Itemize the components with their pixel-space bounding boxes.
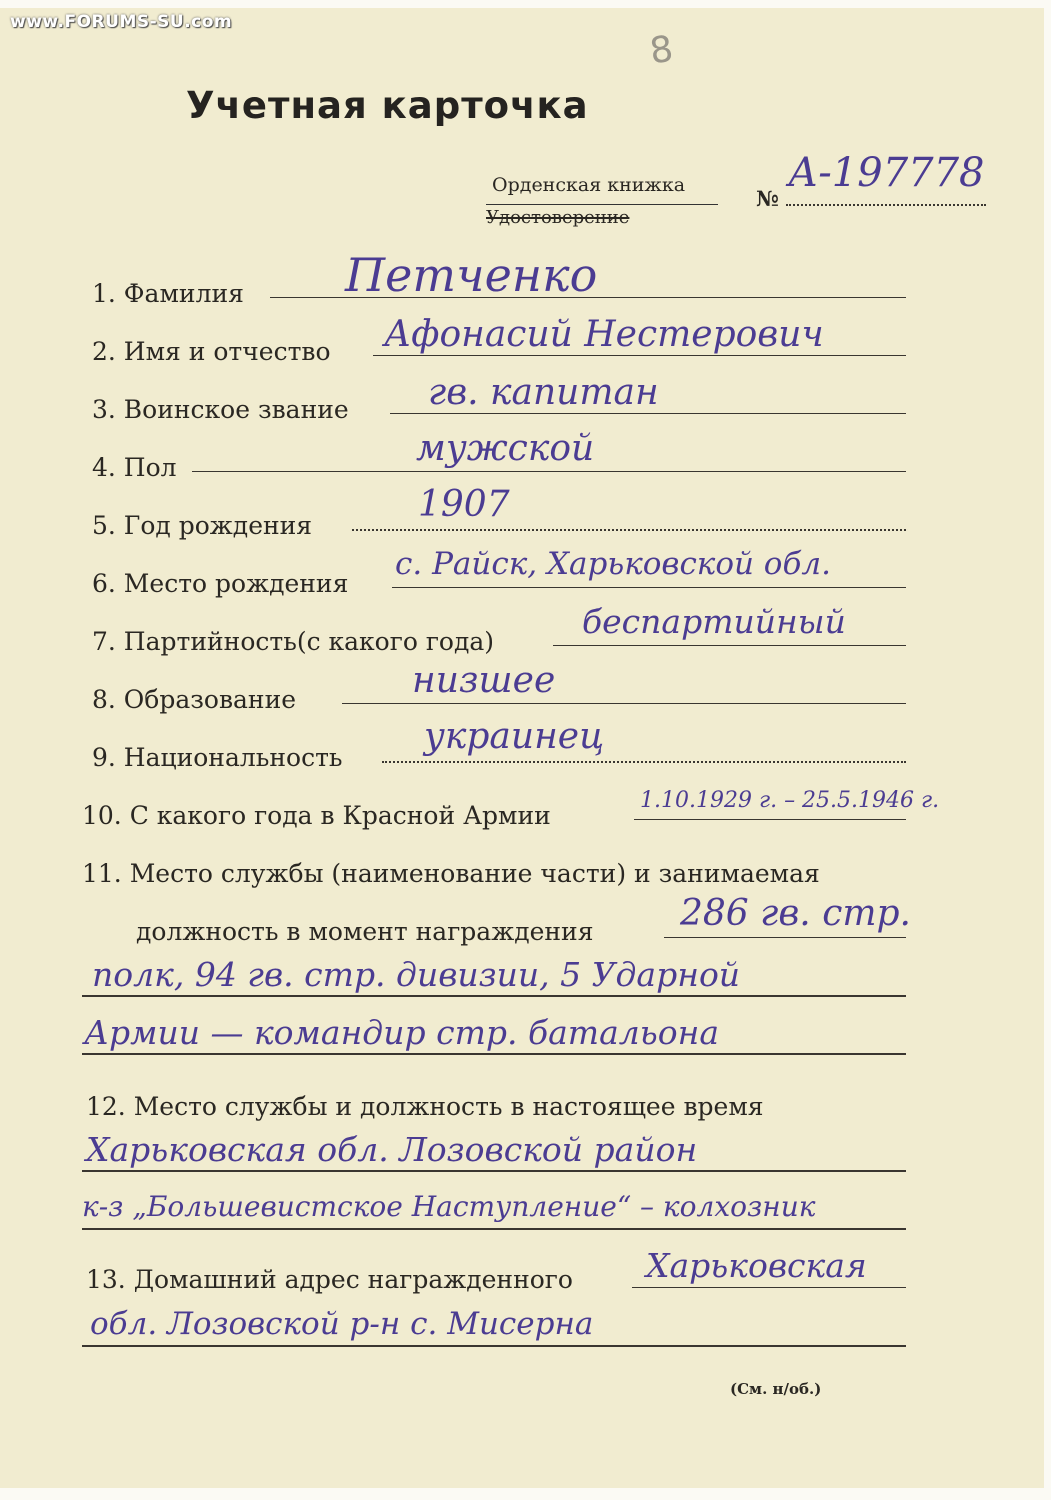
document-type-underline (486, 204, 718, 205)
field-birth-year-label: 5. Год рождения (92, 511, 313, 540)
field-service-place-value-2: полк, 94 гв. стр. дивизии, 5 Ударной (92, 955, 741, 994)
field-sex-label: 4. Пол (92, 453, 177, 482)
field-birth-year-line (352, 529, 906, 531)
page-title: Учетная карточка (186, 84, 589, 127)
field-rank-value: гв. капитан (428, 372, 659, 413)
struck-document-type: Удостоверение (486, 207, 630, 228)
field-service-place-label-2: должность в момент награждения (136, 917, 594, 946)
field-service-place-value-1: 286 гв. стр. (680, 893, 911, 934)
field-birthplace-value: с. Райск, Харьковской обл. (395, 546, 831, 582)
watermark: www.FORUMS-SU.com (10, 12, 233, 32)
field-current-service-line-2 (82, 1228, 906, 1230)
field-current-service-line-1 (82, 1170, 906, 1172)
field-army-since-label: 10. С какого года в Красной Армии (82, 801, 551, 830)
field-sex-value: мужской (416, 428, 595, 469)
field-current-service-value-1: Харьковская обл. Лозовской район (86, 1130, 698, 1169)
field-education-value: низшее (412, 660, 556, 701)
field-surname-label: 1. Фамилия (92, 279, 244, 308)
field-nationality-value: украинец (424, 716, 605, 757)
field-surname-value: Петченко (345, 248, 598, 302)
field-party-value: беспартийный (582, 602, 846, 641)
field-service-place-line-2 (82, 995, 906, 997)
field-rank-label: 3. Воинское звание (92, 395, 349, 424)
field-birthplace-line (392, 587, 906, 588)
field-party-line (553, 645, 906, 646)
field-name-line (373, 355, 906, 356)
field-service-place-label: 11. Место службы (наименование части) и занимаемая (82, 859, 820, 888)
field-name-value: Афонасий Нестерович (384, 314, 824, 355)
field-service-place-line-1 (664, 937, 906, 938)
scan-edge-bottom (0, 1488, 1051, 1500)
field-army-since-value: 1.10.1929 г. – 25.5.1946 г. (640, 788, 940, 813)
field-home-address-value-2: обл. Лозовской р-н с. Мисерна (90, 1306, 594, 1342)
field-home-address-line-1 (632, 1287, 906, 1288)
number-label: № (756, 186, 779, 211)
field-nationality-line (382, 761, 906, 763)
order-book-number: А-197778 (788, 150, 985, 196)
field-party-label: 7. Партийность(с какого года) (92, 627, 495, 656)
field-service-place-value-3: Армии — командир стр. батальона (84, 1013, 720, 1052)
field-rank-line (390, 413, 906, 414)
field-current-service-value-2: к-з „Большевистское Наступление“ – колхозник (82, 1190, 816, 1223)
field-current-service-label: 12. Место службы и должность в настоящее время (86, 1092, 764, 1121)
document-type: Орденская книжка (492, 174, 686, 196)
scan-edge-top (0, 0, 1051, 8)
field-education-line (342, 703, 906, 704)
field-name-label: 2. Имя и отчество (92, 337, 331, 366)
field-sex-line (192, 471, 906, 472)
field-birthplace-label: 6. Место рождения (92, 569, 349, 598)
field-home-address-value-1: Харьковская (646, 1246, 867, 1285)
field-army-since-line (634, 819, 906, 820)
field-home-address-label: 13. Домашний адрес награжденного (86, 1265, 573, 1294)
field-birth-year-value: 1907 (418, 484, 510, 525)
number-underline (786, 204, 986, 206)
pencil-mark: 8 (647, 28, 676, 73)
scan-edge-right (1044, 0, 1051, 1500)
field-education-label: 8. Образование (92, 685, 297, 714)
field-nationality-label: 9. Национальность (92, 743, 343, 772)
field-service-place-line-3 (82, 1053, 906, 1055)
see-reverse-note: (См. н/об.) (730, 1380, 822, 1398)
field-home-address-line-2 (82, 1345, 906, 1347)
